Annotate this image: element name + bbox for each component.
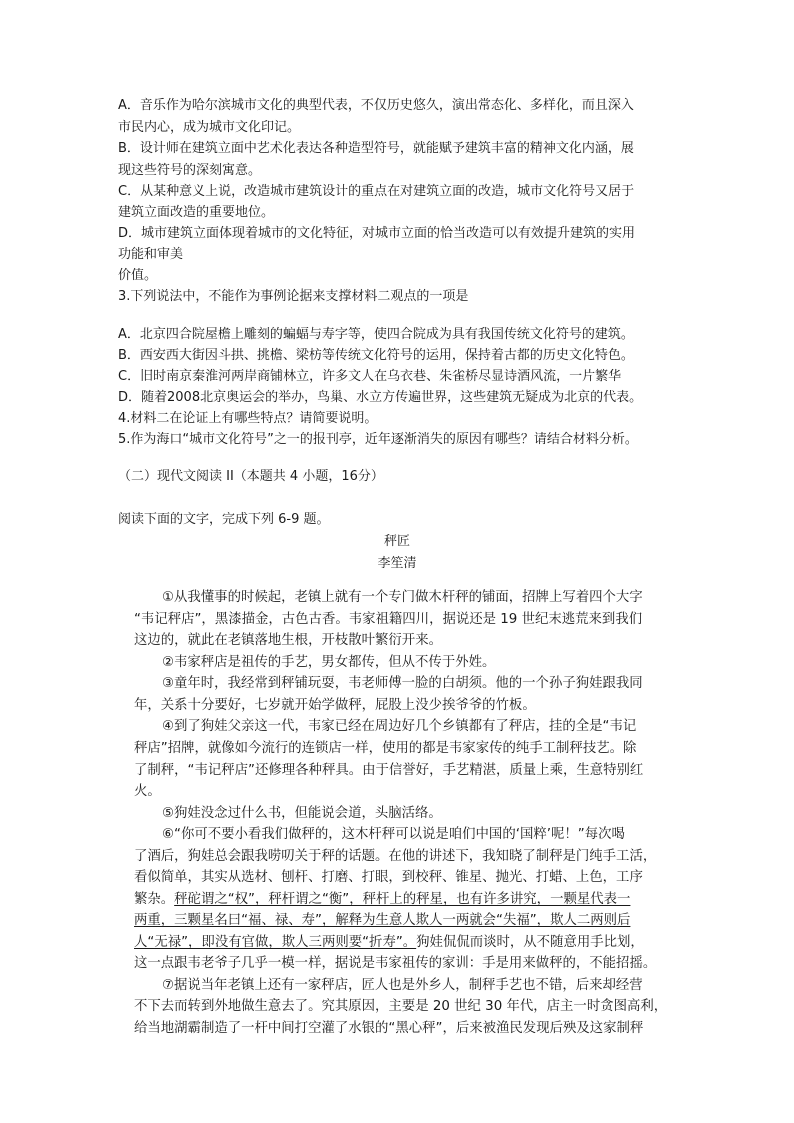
para-text: 狗娃侃侃而谈时，从不随意用手比划， bbox=[416, 935, 644, 950]
para-line: ⑥“你可不要小看我们做秤的，这木杆秤可以说是咱们中国的‘国粹’呢！”每次喝 bbox=[162, 827, 625, 842]
para-line: 不下去而转到外地做生意去了。究其原因，主要是 20 世纪 30 年代，店主一时贪图高利， bbox=[134, 999, 668, 1014]
option-2c-line2: 建筑立面改造的重要地位。 bbox=[118, 205, 275, 220]
question-3-stem: 3.下列说法中，不能作为事例论据来支撑材料二观点的一项是 bbox=[118, 289, 469, 304]
para-line: ③童年时，我经常到秤铺玩耍，韦老师傅一脸的白胡须。他的一个孙子狗娃跟我同 bbox=[162, 676, 643, 691]
para-line: 年，关系十分要好，七岁就开始学做秤，屁股上没少挨爷爷的竹板。 bbox=[134, 698, 536, 713]
para-line: 了酒后，狗娃总会跟我唠叨关于秤的话题。在他的讲述下，我知晓了制秤是门纯手工活， bbox=[134, 849, 657, 864]
para-line: ②韦家秤店是祖传的手艺，男女都传，但从不传于外姓。 bbox=[162, 655, 496, 670]
option-3a: A．北京四合院屋檐上雕刻的蝙蝠与寿字等，使四合院成为具有我国传统文化符号的建筑。 bbox=[118, 327, 634, 342]
para-line: 这一点跟韦老爷子几乎一模一样，据说是韦家祖传的家训：手是用来做秤的，不能招摇。 bbox=[134, 956, 657, 971]
para-line: “韦记秤店”，黑漆描金，古色古香。韦家祖籍四川，据说还是 19 世纪末逃荒来到我们 bbox=[134, 612, 643, 627]
story-author: 李笙清 bbox=[377, 556, 417, 571]
instruction: 阅读下面的文字，完成下列 6-9 题。 bbox=[118, 512, 330, 527]
para-line: 火。 bbox=[134, 784, 161, 799]
para-line bbox=[134, 934, 644, 952]
section-heading: （二）现代文阅读 II（本题共 4 小题，16分） bbox=[118, 469, 384, 484]
question-5: 5.作为海口“城市文化符号”之一的报刊亭，近年逐渐消失的原因有哪些？请结合材料分析。 bbox=[118, 432, 638, 447]
option-2d-line1: D．城市建筑立面体现着城市的文化特征，对城市立面的恰当改造可以有效提升建筑的实用 bbox=[118, 226, 636, 241]
underlined-text: 人“无禄”，即没有官做，欺人三两则要“折寿”。 bbox=[134, 935, 417, 950]
para-line: 看似简单，其实从选材、刨杆、打磨、打眼，到校秤、锥星、抛光、打蜡、上色，工序 bbox=[134, 870, 643, 885]
option-2a-line1: A．音乐作为哈尔滨城市文化的典型代表，不仅历史悠久，演出常态化、多样化，而且深入 bbox=[118, 98, 634, 113]
para-line: ④到了狗娃父亲这一代，韦家已经在周边好几个乡镇都有了秤店，挂的全是“韦记 bbox=[162, 719, 637, 734]
para-line: 这边的，就此在老镇落地生根，开枝散叶繁衍开来。 bbox=[134, 633, 442, 648]
option-2c-line1: C．从某种意义上说，改造城市建筑设计的重点在对建筑立面的改造，城市文化符号又居于 bbox=[118, 184, 635, 199]
underlined-text: 秤砣谓之“权”，秤杆谓之“衡”，秤杆上的秤星，也有许多讲究，一颗星代表一 bbox=[174, 892, 631, 907]
option-3c: C．旧时南京秦淮河两岸商铺林立，许多文人在乌衣巷、朱雀桥尽显诗酒风流，一片繁华 bbox=[118, 369, 622, 384]
para-text: 繁杂。 bbox=[134, 892, 175, 907]
para-line: 秤店”招牌，就像如今流行的连锁店一样，使用的都是韦家家传的纯手工制秤技艺。除 bbox=[134, 741, 637, 756]
para-line: ⑤狗娃没念过什么书，但能说会道，头脑活络。 bbox=[162, 806, 442, 821]
para-line: ①从我懂事的时候起，老镇上就有一个专门做木杆秤的铺面，招牌上写着四个大字 bbox=[162, 590, 643, 605]
para-line: ⑦据说当年老镇上还有一家秤店，匠人也是外乡人，制秤手艺也不错，后来却经营 bbox=[162, 978, 643, 993]
option-2b-line1: B．设计师在建筑立面中艺术化表达各种造型符号，就能赋予建筑丰富的精神文化内涵，展 bbox=[118, 141, 634, 156]
underlined-text: 两重，三颗星名曰“福、禄、寿”，解释为生意人欺人一两就会“失福”，欺人二两则后 bbox=[134, 913, 631, 928]
option-2d-line2: 功能和审美 bbox=[118, 247, 184, 262]
para-line: 了制秤，“韦记秤店”还修理各种秤具。由于信誉好，手艺精湛，质量上乘，生意特别红 bbox=[134, 763, 644, 778]
story-title: 秤匠 bbox=[383, 534, 410, 549]
para-line bbox=[134, 891, 630, 909]
para-line: 给当地湖霸制造了一杆中间打空灌了水银的“黑心秤”，后来被渔民发现后殃及这家制秤 bbox=[134, 1021, 644, 1036]
question-4: 4.材料二在论证上有哪些特点？请简要说明。 bbox=[118, 411, 378, 426]
option-2a-line2: 市民内心，成为城市文化印记。 bbox=[118, 120, 301, 135]
option-3d: D．随着2008北京奥运会的举办，鸟巢、水立方传遍世界，这些建筑无疑成为北京的代表。 bbox=[118, 390, 643, 405]
option-2b-line2: 现这些符号的深刻寓意。 bbox=[118, 163, 262, 178]
option-3b: B．西安西大街因斗拱、挑檐、梁枋等传统文化符号的运用，保持着古都的历史文化特色。 bbox=[118, 348, 634, 363]
option-2d-line3: 价值。 bbox=[118, 268, 158, 283]
